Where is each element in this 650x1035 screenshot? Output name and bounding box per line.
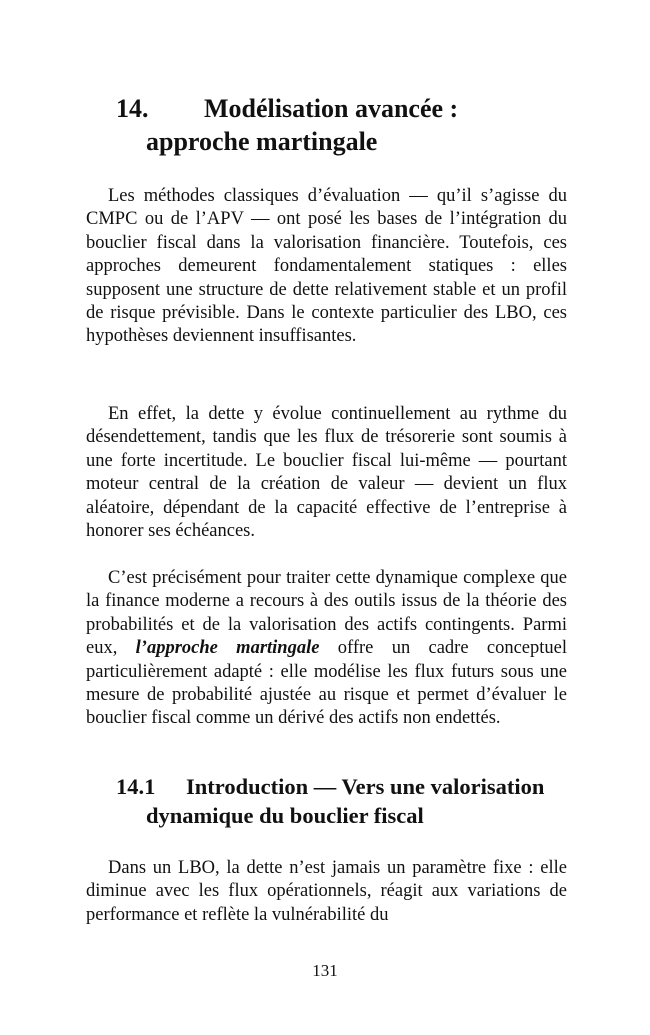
section-heading: [116, 772, 576, 830]
section-title-line2: dynamique du bouclier fiscal: [146, 803, 424, 828]
paragraph-2-text: En effet, la dette y évolue continuellement au rythme du désendettement, tandis que les flux de trésorerie sont soumis à une forte incertitude. Le bouclier fiscal lui-même — pourtant moteur central de la création de valeur — devient un flux aléatoire, dépendant de la capacité effective de l’entreprise à honorer ses échéances.: [86, 404, 567, 542]
paragraph-3-emphasis: l’approche martingale: [135, 638, 320, 659]
chapter-title-line1: Modélisation avancée :: [204, 94, 459, 123]
paragraph-3: [86, 567, 567, 731]
chapter-number: 14.: [116, 94, 149, 123]
paragraph-4: [86, 857, 567, 927]
chapter-title-line2: approche martingale: [146, 127, 378, 156]
paragraph-2: [86, 403, 567, 543]
paragraph-1-text: Les méthodes classiques d’évaluation — qu’il s’agisse du CMPC ou de l’APV — ont posé les bases de l’intégration du bouclier fiscal dans la valorisation financière. Toutefois, ces approches demeurent fondamentalement statiques : elles supposent une structure de dette relativement stable et un profil de risque prévisible. Dans le contexte particulier des LBO, ces hypothèses deviennent insuffisantes.: [86, 186, 567, 347]
section-heading-line1: [116, 772, 576, 801]
paragraph-3-text-before: C’est précisément pour traiter cette dynamique complexe que la finance moderne a recours à des outils issus de la théorie des probabilités et de la valorisation des actifs contingents. Parmi eux,: [86, 568, 567, 659]
page-number: 131: [312, 961, 338, 980]
paragraph-4-text: Dans un LBO, la dette n’est jamais un paramètre fixe : elle diminue avec les flux opérationnels, réagit aux variations de performance et reflète la vulnérabilité du: [86, 858, 567, 925]
section-number: 14.1: [116, 774, 156, 799]
chapter-heading-line1: [116, 92, 596, 125]
paragraph-1: [86, 185, 567, 349]
section-title-line1: Introduction — Vers une valorisation: [186, 774, 545, 799]
paragraph-3-text-after: offre un cadre conceptuel particulièrement adapté : elle modélise les flux futurs sous une mesure de probabilité ajustée au risque et permet d’évaluer le bouclier fiscal comme un dérivé des actifs non endettés.: [86, 638, 567, 729]
chapter-heading: [116, 92, 596, 158]
